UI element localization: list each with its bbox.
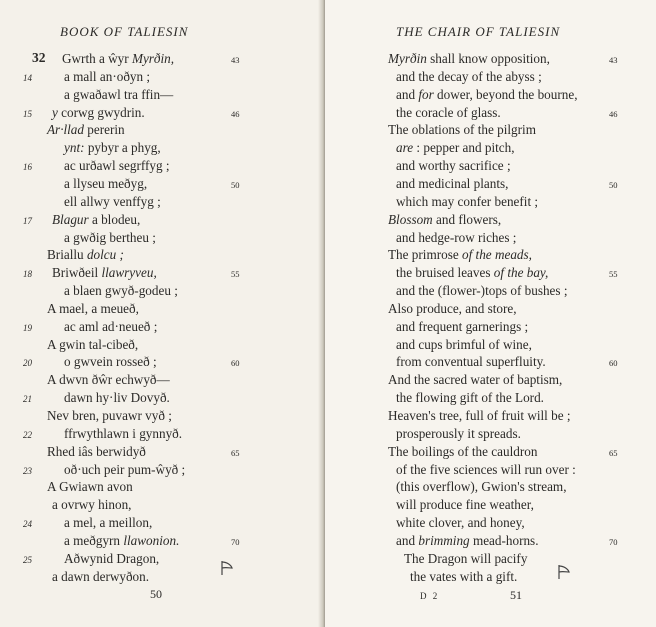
verse-line: ell allwy venffyg ; — [64, 193, 161, 209]
translation-line: the vates with a gift. — [410, 568, 518, 584]
translation-line: and worthy sacrifice ; — [396, 158, 511, 174]
verse-line: Ar·llad pererin — [47, 122, 125, 138]
translation-line: (this overflow), Gwion's stream, — [396, 479, 567, 495]
translation-line: and medicinal plants, — [396, 175, 509, 191]
verse-line: oð·uch peir pum-ŵyð ; — [64, 461, 186, 477]
verse-line: ac aml ad·neueð ; — [64, 318, 158, 334]
stanza-number: 21 — [23, 394, 32, 405]
stanza-number: 22 — [23, 429, 32, 440]
verse-line: Aðwynid Dragon, — [64, 550, 160, 566]
line-number: 70 — [609, 536, 618, 547]
stanza-number: 19 — [23, 322, 32, 333]
line-number: 55 — [231, 269, 240, 280]
translation-line: Blossom and flowers, — [388, 211, 502, 227]
line-number: 70 — [231, 536, 240, 547]
line-number: 50 — [231, 179, 240, 190]
signature-mark: D 2 — [420, 591, 440, 601]
left-folio: 50 — [150, 587, 162, 601]
verse-line: a dawn derwyðon. — [52, 568, 150, 584]
stanza-number: 17 — [23, 215, 32, 226]
translation-line: the flowing gift of the Lord. — [396, 390, 544, 406]
verse-line: ffrwythlawn i gynnyð. — [64, 425, 183, 441]
verse-line: o gwvein rosseð ; — [64, 354, 157, 370]
verse-line: A mael, a meueð, — [47, 300, 139, 316]
line-number: 55 — [609, 269, 618, 280]
translation-line: will produce fine weather, — [396, 497, 534, 513]
left-page — [0, 0, 323, 627]
translation-line: and the (flower-)tops of bushes ; — [396, 283, 568, 299]
line-number: 60 — [609, 358, 618, 369]
verse-line: A dwvn ðŵr echwyð— — [47, 372, 170, 388]
verse-line: Rhed iâs berwidyð — [47, 443, 146, 459]
line-number: 46 — [609, 108, 618, 119]
translation-line: the bruised leaves of the bay, — [396, 265, 549, 281]
verse-line: a meðgyrn llawonion. — [64, 532, 180, 548]
translation-line: which may confer benefit ; — [396, 193, 539, 209]
verse-line: Gwrth a ŵyr Myrðin, — [62, 51, 175, 66]
translation-line: and frequent garnerings ; — [396, 318, 529, 334]
stanza-number: 23 — [23, 465, 32, 476]
translation-line: Also produce, and store, — [388, 300, 517, 316]
line-number: 43 — [609, 55, 618, 65]
section-number: 32 — [32, 50, 46, 65]
translation-line: and hedge-row riches ; — [396, 229, 517, 245]
verse-line: a llyseu meðyg, — [64, 175, 148, 191]
verse-line: Briallu dolcu ; — [47, 247, 124, 263]
line-number: 43 — [231, 55, 240, 65]
stanza-number: 14 — [23, 72, 32, 83]
stanza-number: 24 — [23, 519, 32, 530]
verse-line: a blaen gwyð-godeu ; — [64, 283, 178, 299]
translation-line: and brimming mead-horns. — [396, 532, 539, 548]
line-number: 65 — [609, 447, 618, 458]
stanza-number: 16 — [23, 162, 32, 173]
translation-line: the coracle of glass. — [396, 104, 501, 120]
translation-line: Myrðin shall know opposition, — [388, 51, 550, 66]
line-number: 60 — [231, 358, 240, 369]
translation-line: The oblations of the pilgrim — [388, 122, 536, 138]
verse-line: A Gwiawn avon — [47, 479, 133, 495]
translation-line: of the five sciences will run over : — [396, 461, 576, 477]
translation-line: and cups brimful of wine, — [396, 336, 532, 352]
verse-line: Blagur a blodeu, — [52, 211, 141, 227]
right-folio: 51 — [510, 588, 522, 602]
verse-line: ac urðawl segrffyg ; — [64, 158, 170, 174]
verse-line: Nev bren, puvawr vyð ; — [47, 408, 172, 423]
verse-line: a gwðig bertheu ; — [64, 229, 156, 245]
stanza-number: 18 — [23, 269, 32, 280]
translation-line: and for dower, beyond the bourne, — [396, 86, 578, 102]
end-flourish-icon — [219, 559, 235, 577]
verse-line: ynt: pybyr a phyg, — [64, 140, 161, 156]
translation-line: Heaven's tree, full of fruit will be ; — [388, 408, 571, 423]
translation-line: The primrose of the meads, — [388, 247, 532, 263]
translation-line: from conventual superfluity. — [396, 354, 546, 370]
verse-line: dawn hy·liv Dovyð. — [64, 390, 170, 406]
line-number: 46 — [231, 108, 240, 119]
translation-line: are : pepper and pitch, — [396, 140, 515, 156]
verse-line: a mel, a meillon, — [64, 515, 153, 531]
end-flourish-icon — [556, 563, 572, 581]
right-running-head: THE CHAIR OF TALIESIN — [396, 24, 561, 39]
translation-line: white clover, and honey, — [396, 515, 525, 531]
translation-line: The Dragon will pacify — [404, 550, 528, 566]
line-number: 50 — [609, 179, 618, 190]
verse-line: y corwg gwydrin. — [52, 104, 145, 120]
line-number: 65 — [231, 447, 240, 458]
translation-line: And the sacred water of baptism, — [388, 372, 563, 388]
translation-line: The boilings of the cauldron — [388, 443, 538, 459]
verse-line: A gwin tal-cibeð, — [47, 336, 139, 352]
verse-line: a gwaðawl tra ffin— — [64, 86, 174, 102]
translation-line: prosperously it spreads. — [396, 425, 521, 441]
right-page — [325, 0, 656, 627]
stanza-number: 25 — [23, 554, 32, 565]
stanza-number: 15 — [23, 108, 32, 119]
verse-line: a mall an·oðyn ; — [64, 68, 151, 84]
verse-line: a ovrwy hinon, — [52, 497, 132, 513]
translation-line: and the decay of the abyss ; — [396, 68, 542, 84]
left-running-head: BOOK OF TALIESIN — [60, 24, 189, 39]
verse-line: Briwðeil llawryveu, — [52, 265, 157, 281]
stanza-number: 20 — [23, 358, 32, 369]
